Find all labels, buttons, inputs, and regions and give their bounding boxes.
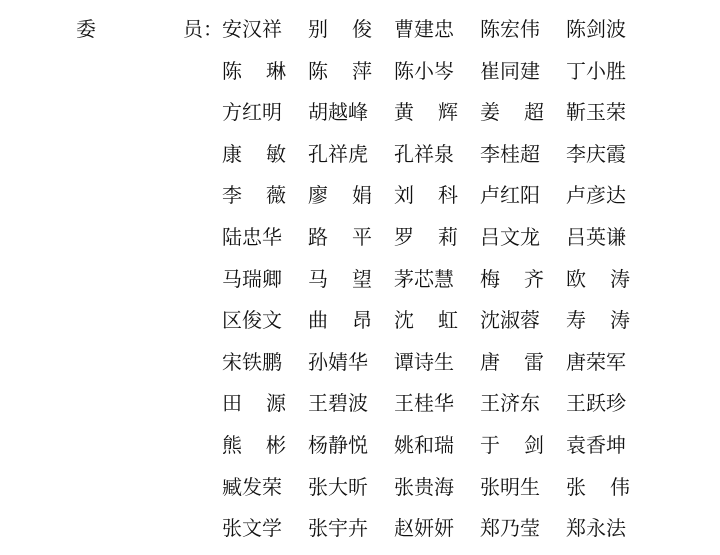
member-row (222, 430, 652, 472)
member-name: 马 望 (308, 266, 372, 291)
member-name: 欧 涛 (566, 266, 630, 291)
member-name: 曲 昂 (308, 308, 372, 333)
member-name: 胡越峰 (308, 100, 368, 125)
member-name: 田 源 (222, 391, 286, 416)
member-name: 陈 萍 (308, 58, 372, 83)
member-name: 陆忠华 (222, 224, 282, 249)
member-name: 陈小岑 (394, 58, 454, 83)
member-name: 王跃珍 (566, 391, 626, 416)
member-name: 宋铁鹏 (222, 349, 282, 374)
member-row (222, 56, 652, 98)
committee-label-end: 员： (183, 17, 223, 41)
member-name: 孙婧华 (308, 349, 368, 374)
member-name: 李桂超 (480, 141, 540, 166)
member-row (222, 305, 652, 347)
member-name: 崔同建 (480, 58, 540, 83)
member-name: 别 俊 (308, 17, 372, 41)
member-name: 寿 涛 (566, 308, 630, 333)
member-row (222, 14, 652, 56)
member-row (222, 139, 652, 181)
member-name: 王桂华 (394, 391, 454, 416)
member-name: 吕英谦 (566, 224, 626, 249)
member-name: 曹建忠 (394, 17, 454, 41)
member-name: 吕文龙 (480, 224, 540, 249)
member-name: 张大昕 (308, 474, 368, 499)
member-name: 廖 娟 (308, 183, 372, 208)
member-name: 梅 齐 (480, 266, 544, 291)
member-name: 张明生 (480, 474, 540, 499)
member-name: 张宇卉 (308, 516, 368, 541)
member-name: 路 平 (308, 224, 372, 249)
member-name: 陈宏伟 (480, 17, 540, 41)
member-row (222, 264, 652, 306)
member-name: 卢彦达 (566, 183, 626, 208)
member-row (222, 513, 652, 555)
member-name: 陈 琳 (222, 58, 286, 83)
member-name: 唐荣军 (566, 349, 626, 374)
committee-label-start: 委 (76, 17, 96, 41)
member-row (222, 472, 652, 514)
member-name: 张文学 (222, 516, 282, 541)
member-name: 姚和瑞 (394, 432, 454, 457)
member-name: 罗 莉 (394, 224, 458, 249)
member-name: 张贵海 (394, 474, 454, 499)
member-name: 马瑞卿 (222, 266, 282, 291)
member-name: 臧发荣 (222, 474, 282, 499)
member-name: 卢红阳 (480, 183, 540, 208)
member-name: 黄 辉 (394, 100, 458, 125)
member-name: 姜 超 (480, 100, 544, 125)
member-name-grid (222, 14, 652, 555)
member-name: 赵妍妍 (394, 516, 454, 541)
member-name: 安汉祥 (222, 17, 282, 41)
member-name: 杨静悦 (308, 432, 368, 457)
member-name: 王济东 (480, 391, 540, 416)
member-name: 沈淑蓉 (480, 308, 540, 333)
member-name: 区俊文 (222, 308, 282, 333)
member-name: 袁香坤 (566, 432, 626, 457)
member-name: 陈剑波 (566, 17, 626, 41)
member-name: 康 敏 (222, 141, 286, 166)
member-name: 丁小胜 (566, 58, 626, 83)
member-row (222, 180, 652, 222)
member-name: 熊 彬 (222, 432, 286, 457)
member-name: 张 伟 (566, 474, 630, 499)
member-row (222, 222, 652, 264)
member-name: 孔祥泉 (394, 141, 454, 166)
member-name: 谭诗生 (394, 349, 454, 374)
member-name: 沈 虹 (394, 308, 458, 333)
member-name: 唐 雷 (480, 349, 544, 374)
member-name: 李 薇 (222, 183, 286, 208)
member-name: 郑永法 (566, 516, 626, 541)
member-name: 于 剑 (480, 432, 544, 457)
member-name: 王碧波 (308, 391, 368, 416)
member-name: 靳玉荣 (566, 100, 626, 125)
member-name: 茅芯慧 (394, 266, 454, 291)
member-name: 孔祥虎 (308, 141, 368, 166)
member-name: 李庆霞 (566, 141, 626, 166)
member-name: 郑乃莹 (480, 516, 540, 541)
member-row (222, 347, 652, 389)
member-name: 刘 科 (394, 183, 458, 208)
member-name: 方红明 (222, 100, 282, 125)
member-row (222, 97, 652, 139)
member-row (222, 388, 652, 430)
